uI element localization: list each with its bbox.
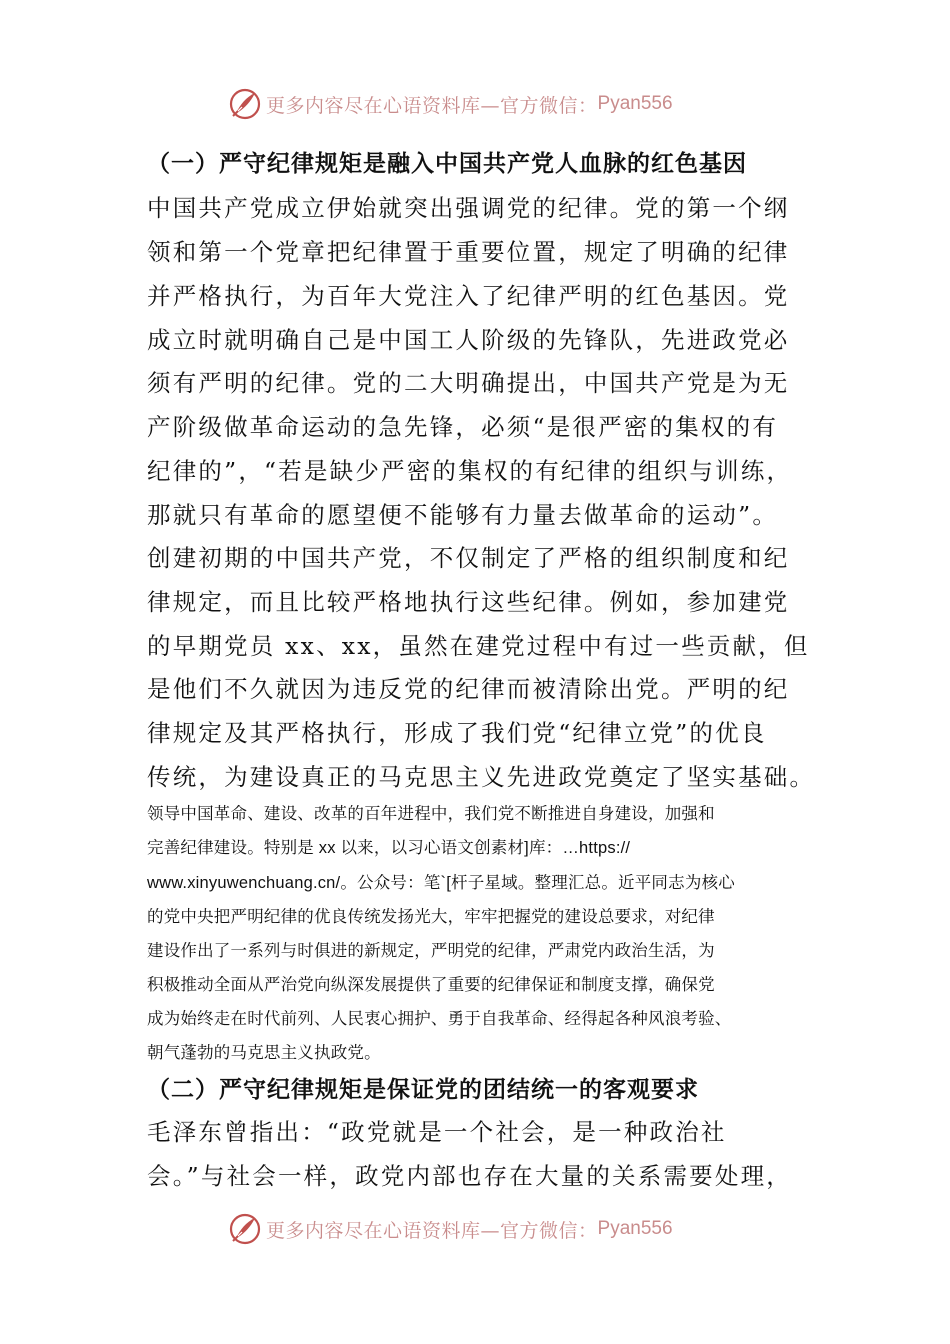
paragraph-line: 中国共产党成立伊始就突出强调党的纪律。党的第一个纲 bbox=[147, 194, 790, 222]
small-paragraph-line: 建设作出了一系列与时俱进的新规定，严明党的纪律，严肃党内政治生活，为 bbox=[147, 942, 715, 960]
paragraph-line: 纪律的”，“若是缺少严密的集权的有纪律的组织与训练， bbox=[147, 457, 793, 485]
watermark-text: 更多内容尽在心语资料库—官方微信： bbox=[266, 1219, 598, 1242]
small-paragraph-line: 的党中央把严明纪律的优良传统发扬光大，牢牢把握党的建设总要求，对纪律 bbox=[147, 908, 715, 926]
paragraph-line: 并严格执行，为百年大党注入了纪律严明的红色基因。党 bbox=[147, 282, 790, 310]
paragraph-line: 须有严明的纪律。党的二大明确提出，中国共产党是为无 bbox=[147, 369, 790, 397]
paragraph-line: 毛泽东曾指出：“政党就是一个社会，是一种政治社 bbox=[147, 1118, 727, 1146]
small-paragraph-line: 成为始终走在时代前列、人民衷心拥护、勇于自我革命、经得起各种风浪考验、 bbox=[147, 1010, 732, 1028]
paragraph-line: 律规定，而且比较严格地执行这些纪律。例如，参加建党 bbox=[147, 588, 790, 616]
small-paragraph-line: 完善纪律建设。特别是 xx 以来，以习心语文创素材]库：…https:// bbox=[147, 839, 631, 857]
quill-logo-icon bbox=[228, 87, 262, 121]
paragraph-line: 产阶级做革命运动的急先锋，必须“是很严密的集权的有 bbox=[147, 413, 779, 441]
watermark-id: Pyan556 bbox=[597, 93, 673, 114]
paragraph-line: 的早期党员 xx、xx，虽然在建党过程中有过一些贡献，但 bbox=[147, 632, 810, 660]
watermark-banner-top bbox=[228, 84, 728, 124]
watermark-text: 更多内容尽在心语资料库—官方微信： bbox=[266, 94, 598, 117]
small-paragraph-line: 积极推动全面从严治党向纵深发展提供了重要的纪律保证和制度支撑，确保党 bbox=[147, 976, 715, 994]
section-1-heading: （一）严守纪律规矩是融入中国共产党人血脉的红色基因 bbox=[147, 151, 747, 177]
quill-logo-icon bbox=[228, 1212, 262, 1246]
section-2-heading: （二）严守纪律规矩是保证党的团结统一的客观要求 bbox=[147, 1077, 699, 1103]
small-paragraph-line: www.xinyuwenchuang.cn/。公众号：笔`[杆子星域。整理汇总。近平同志为核心 bbox=[147, 874, 735, 892]
paragraph-line: 创建初期的中国共产党，不仅制定了严格的组织制度和纪 bbox=[147, 544, 790, 572]
paragraph-line: 领和第一个党章把纪律置于重要位置，规定了明确的纪律 bbox=[147, 238, 790, 266]
watermark-banner-bottom bbox=[228, 1209, 728, 1249]
paragraph-line: 那就只有革命的愿望便不能够有力量去做革命的运动”。 bbox=[147, 501, 779, 529]
watermark-id: Pyan556 bbox=[597, 1218, 673, 1239]
paragraph-line: 会。”与社会一样，政党内部也存在大量的关系需要处理， bbox=[147, 1162, 792, 1190]
paragraph-line: 传统，为建设真正的马克思主义先进政党奠定了坚实基础。 bbox=[147, 763, 816, 791]
paragraph-line: 成立时就明确自己是中国工人阶级的先锋队，先进政党必 bbox=[147, 326, 790, 354]
small-paragraph-line: 领导中国革命、建设、改革的百年进程中，我们党不断推进自身建设，加强和 bbox=[147, 805, 715, 823]
paragraph-line: 律规定及其严格执行，形成了我们党“纪律立党”的优良 bbox=[147, 719, 767, 747]
paragraph-line: 是他们不久就因为违反党的纪律而被清除出党。严明的纪 bbox=[147, 675, 790, 703]
small-paragraph-line: 朝气蓬勃的马克思主义执政党。 bbox=[147, 1044, 381, 1062]
